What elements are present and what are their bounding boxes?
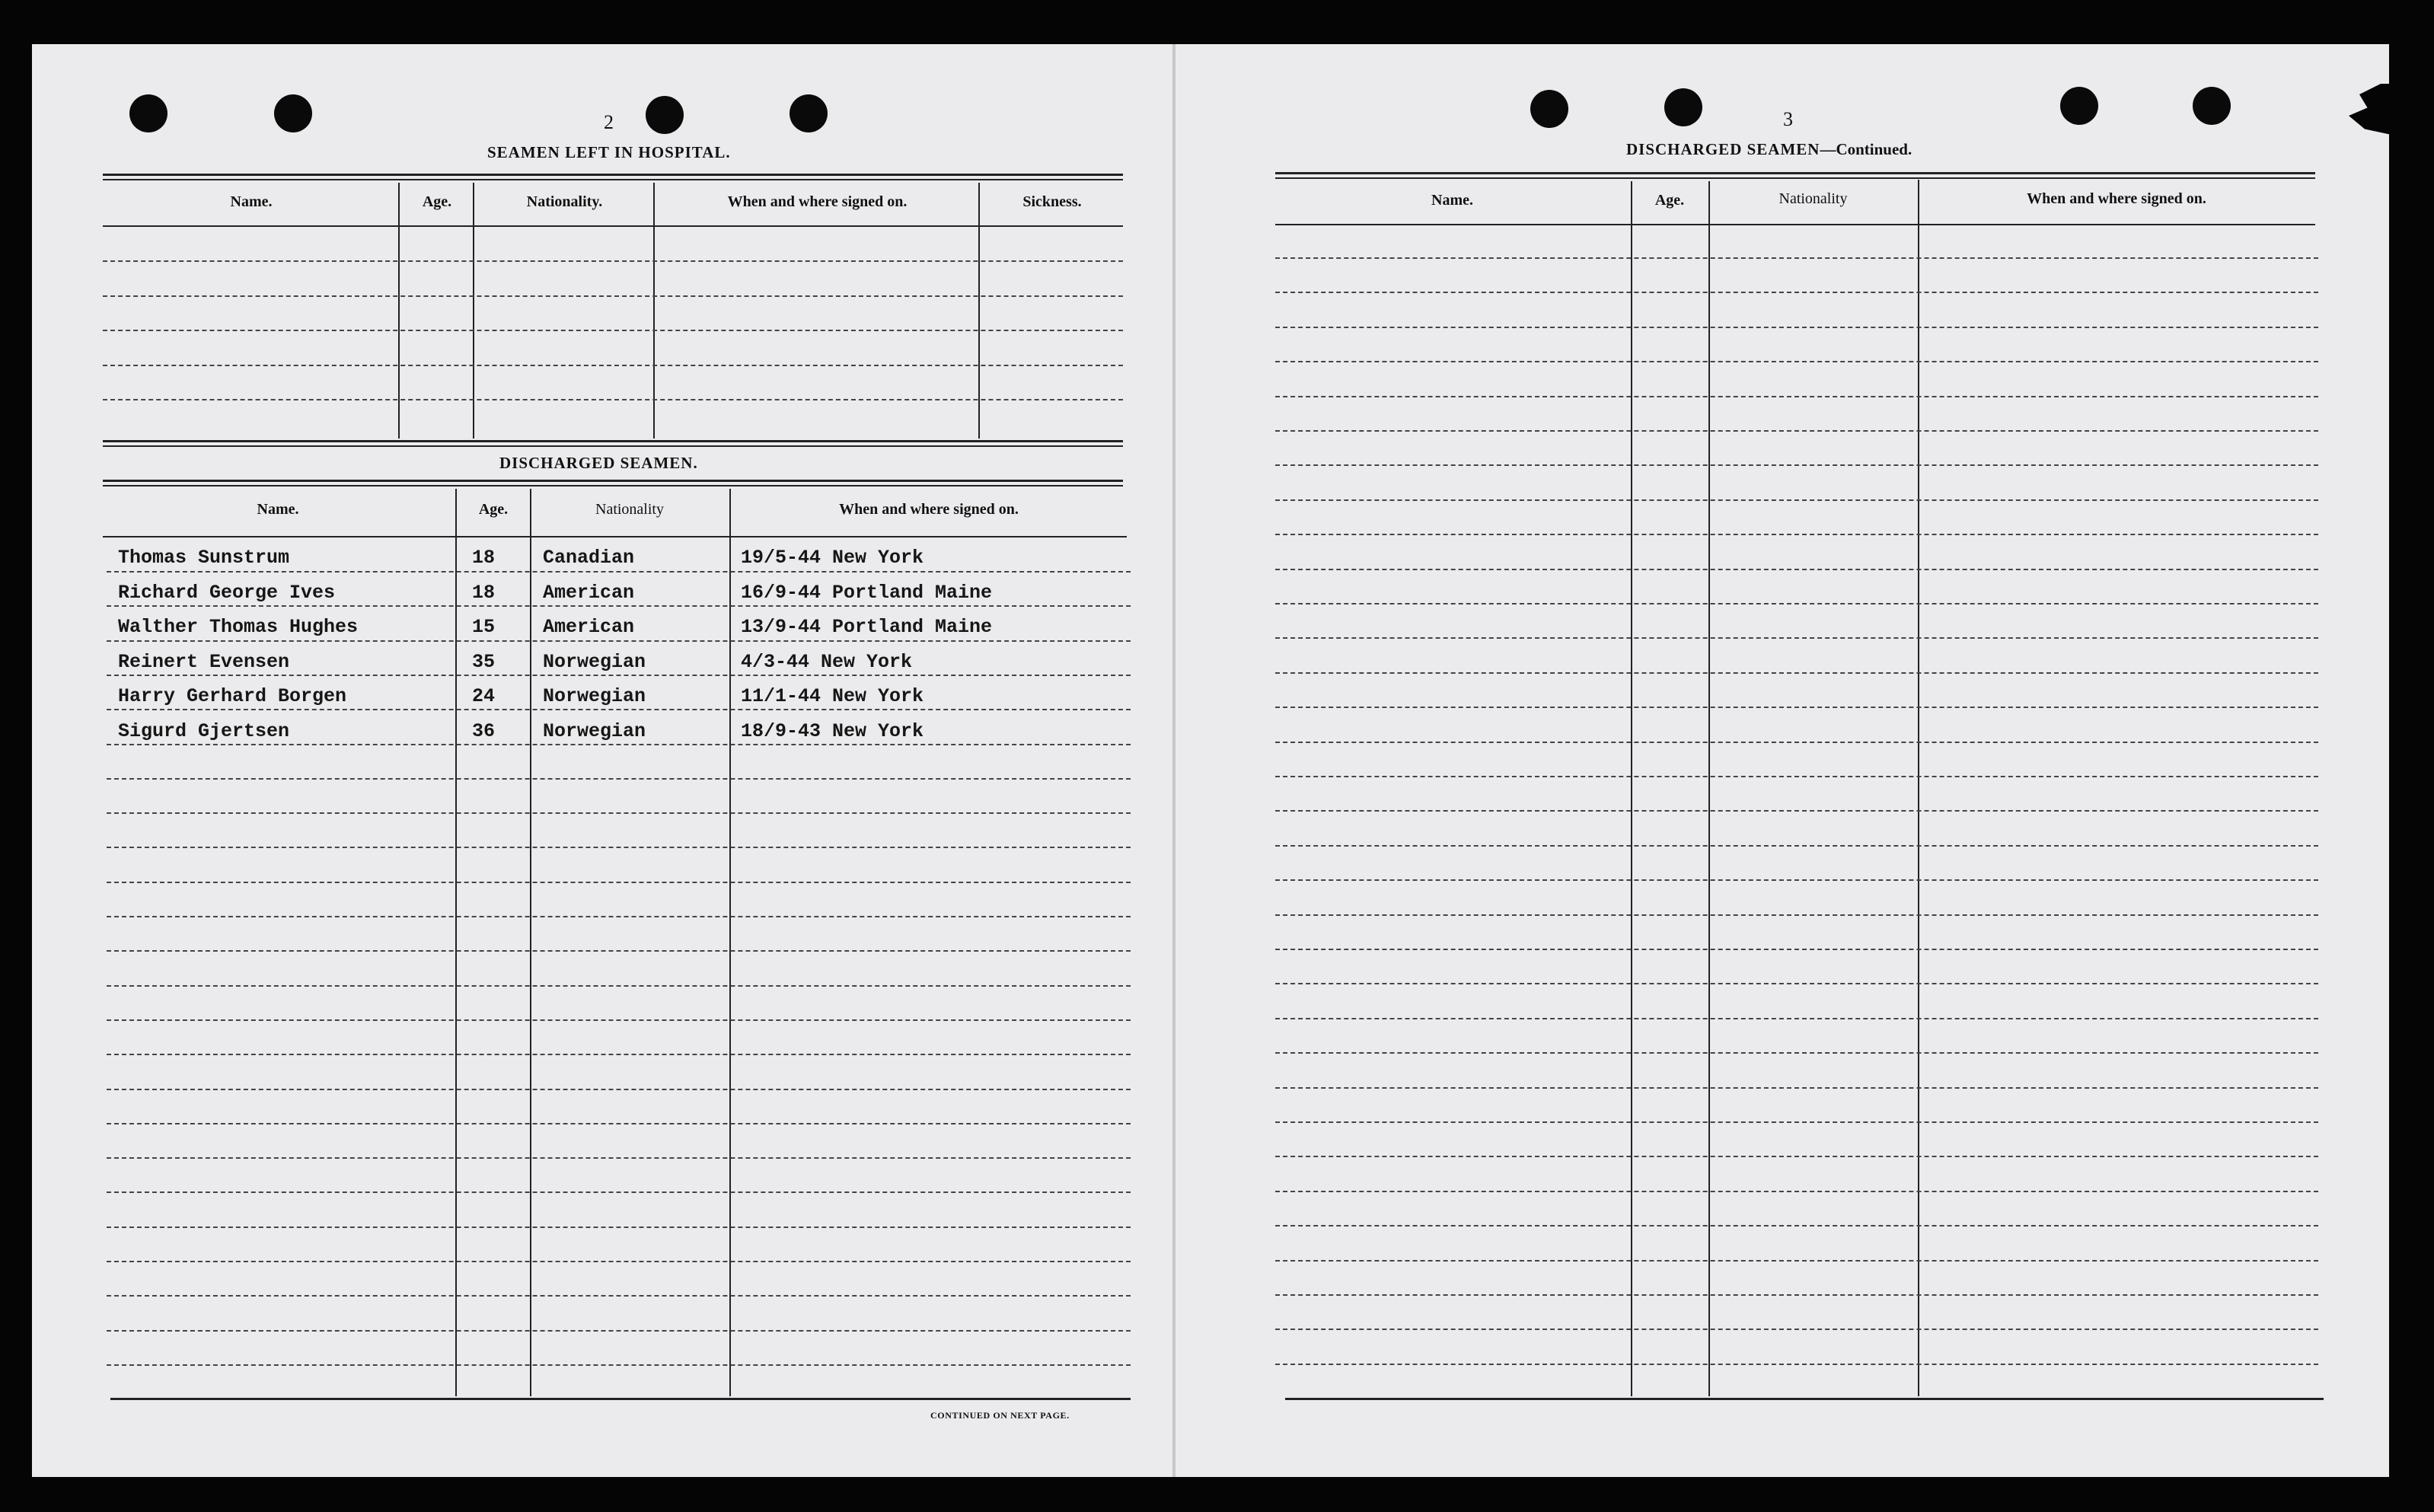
right-col-divider: [1631, 181, 1632, 1396]
discharged-row-signed-on: 16/9-44 Portland Maine: [741, 582, 993, 604]
hospital-bottom-rule: [103, 440, 1123, 447]
hospital-header-age: Age.: [422, 193, 452, 210]
punch-hole: [2060, 87, 2098, 125]
page-fold: [1172, 44, 1176, 1477]
right-dashed-line: [1275, 499, 2318, 501]
discharged-dashed-line: [107, 1295, 1131, 1297]
discharged-row-nationality: Norwegian: [543, 720, 646, 742]
right-dashed-line: [1275, 534, 2318, 535]
hospital-top-rule: [103, 174, 1123, 180]
discharged-row-signed-on: 4/3-44 New York: [741, 651, 913, 673]
discharged-row-nationality: Norwegian: [543, 685, 646, 707]
right-section-title: [1626, 140, 1912, 159]
discharged-dashed-line: [107, 640, 1131, 642]
hospital-dashed-line: [103, 399, 1123, 400]
discharged-dashed-line: [107, 675, 1131, 676]
right-dashed-line: [1275, 742, 2318, 743]
discharged-row-age: 35: [472, 651, 496, 673]
discharged-row-age: 24: [472, 685, 496, 707]
discharged-row-name: Richard George Ives: [118, 582, 336, 604]
discharged-section-title: DISCHARGED SEAMEN.: [499, 454, 698, 472]
punch-hole: [790, 94, 828, 132]
right-col-divider: [1708, 181, 1710, 1396]
right-dashed-line: [1275, 1364, 2318, 1365]
right-dashed-line: [1275, 707, 2318, 708]
discharged-row-name: Walther Thomas Hughes: [118, 616, 359, 638]
discharged-bottom-rule: [110, 1398, 1131, 1400]
right-dashed-line: [1275, 396, 2318, 397]
right-dashed-line: [1275, 1294, 2318, 1296]
discharged-row-age: 15: [472, 616, 496, 638]
right-top-rule: [1275, 172, 2315, 179]
hospital-header-signed-on: When and where signed on.: [727, 193, 908, 210]
discharged-row-name: Sigurd Gjertsen: [118, 720, 290, 742]
punch-hole: [1664, 88, 1702, 126]
right-dashed-line: [1275, 569, 2318, 570]
discharged-dashed-line: [107, 1191, 1131, 1193]
discharged-header-underline: [103, 536, 1127, 537]
punch-hole: [2193, 87, 2231, 125]
discharged-dashed-line: [107, 1123, 1131, 1124]
right-dashed-line: [1275, 1121, 2318, 1123]
discharged-header-nationality: Nationality: [595, 501, 664, 518]
right-header-signed-on: When and where signed on.: [2027, 190, 2206, 207]
discharged-row-age: 36: [472, 720, 496, 742]
hospital-header-sickness: Sickness.: [1022, 193, 1082, 210]
continued-note: CONTINUED ON NEXT PAGE.: [930, 1410, 1070, 1421]
right-dashed-line: [1275, 776, 2318, 777]
right-dashed-line: [1275, 361, 2318, 362]
discharged-row-age: 18: [472, 582, 496, 604]
right-dashed-line: [1275, 464, 2318, 466]
discharged-dashed-line: [107, 847, 1131, 848]
discharged-dashed-line: [107, 744, 1131, 745]
right-dashed-line: [1275, 1260, 2318, 1262]
right-dashed-line: [1275, 257, 2318, 259]
hospital-dashed-line: [103, 260, 1123, 262]
page-number-left: 2: [604, 111, 614, 133]
right-title-main: DISCHARGED SEAMEN: [1626, 140, 1820, 158]
discharged-header-signed-on: When and where signed on.: [839, 501, 1019, 518]
discharged-dashed-line: [107, 1157, 1131, 1159]
discharged-dashed-line: [107, 950, 1131, 952]
right-dashed-line: [1275, 879, 2318, 881]
punch-hole: [646, 96, 684, 134]
discharged-dashed-line: [107, 812, 1131, 814]
discharged-dashed-line: [107, 1054, 1131, 1055]
right-dashed-line: [1275, 845, 2318, 847]
discharged-row-signed-on: 13/9-44 Portland Maine: [741, 616, 993, 638]
right-dashed-line: [1275, 810, 2318, 812]
discharged-header-name: Name.: [257, 501, 299, 518]
discharged-row-nationality: American: [543, 616, 635, 638]
right-title-suffix: —Continued.: [1820, 140, 1912, 158]
right-header-name: Name.: [1431, 192, 1473, 209]
discharged-top-rule: [103, 480, 1123, 486]
discharged-row-nationality: Canadian: [543, 547, 635, 569]
discharged-row-name: Thomas Sunstrum: [118, 547, 290, 569]
right-dashed-line: [1275, 1052, 2318, 1054]
right-dashed-line: [1275, 1087, 2318, 1089]
discharged-row-nationality: American: [543, 582, 635, 604]
discharged-dashed-line: [107, 1261, 1131, 1262]
punch-hole: [274, 94, 312, 132]
right-header-underline: [1275, 224, 2315, 225]
discharged-row-name: Reinert Evensen: [118, 651, 290, 673]
right-dashed-line: [1275, 637, 2318, 639]
right-bottom-rule: [1285, 1398, 2324, 1400]
hospital-section-title: SEAMEN LEFT IN HOSPITAL.: [487, 143, 731, 161]
right-dashed-line: [1275, 1329, 2318, 1330]
right-header-nationality: Nationality: [1778, 190, 1848, 207]
right-dashed-line: [1275, 672, 2318, 674]
right-dashed-line: [1275, 983, 2318, 984]
discharged-dashed-line: [107, 1364, 1131, 1366]
right-dashed-line: [1275, 292, 2318, 293]
hospital-header-nationality: Nationality.: [526, 193, 603, 210]
hospital-dashed-line: [103, 330, 1123, 331]
right-dashed-line: [1275, 1225, 2318, 1227]
hospital-header-underline: [103, 225, 1123, 227]
discharged-dashed-line: [107, 1089, 1131, 1090]
right-dashed-line: [1275, 949, 2318, 950]
discharged-dashed-line: [107, 1227, 1131, 1228]
discharged-dashed-line: [107, 882, 1131, 883]
right-dashed-line: [1275, 430, 2318, 432]
discharged-row-signed-on: 18/9-43 New York: [741, 720, 924, 742]
right-dashed-line: [1275, 603, 2318, 604]
discharged-dashed-line: [107, 571, 1131, 573]
hospital-dashed-line: [103, 295, 1123, 297]
discharged-row-signed-on: 11/1-44 New York: [741, 685, 924, 707]
right-dashed-line: [1275, 1156, 2318, 1157]
hospital-header-name: Name.: [230, 193, 273, 210]
right-dashed-line: [1275, 1191, 2318, 1192]
discharged-dashed-line: [107, 778, 1131, 780]
page-number-right: 3: [1783, 108, 1793, 130]
punch-hole: [129, 94, 167, 132]
right-dashed-line: [1275, 914, 2318, 916]
discharged-dashed-line: [107, 709, 1131, 710]
discharged-dashed-line: [107, 985, 1131, 987]
discharged-header-age: Age.: [478, 501, 509, 518]
discharged-dashed-line: [107, 1019, 1131, 1021]
discharged-dashed-line: [107, 605, 1131, 607]
discharged-row-signed-on: 19/5-44 New York: [741, 547, 924, 569]
right-dashed-line: [1275, 1018, 2318, 1019]
right-dashed-line: [1275, 327, 2318, 328]
punch-hole: [1530, 90, 1568, 128]
discharged-dashed-line: [107, 916, 1131, 917]
right-header-age: Age.: [1654, 192, 1685, 209]
discharged-row-nationality: Norwegian: [543, 651, 646, 673]
discharged-row-age: 18: [472, 547, 496, 569]
discharged-row-name: Harry Gerhard Borgen: [118, 685, 347, 707]
hospital-dashed-line: [103, 365, 1123, 366]
discharged-dashed-line: [107, 1330, 1131, 1332]
